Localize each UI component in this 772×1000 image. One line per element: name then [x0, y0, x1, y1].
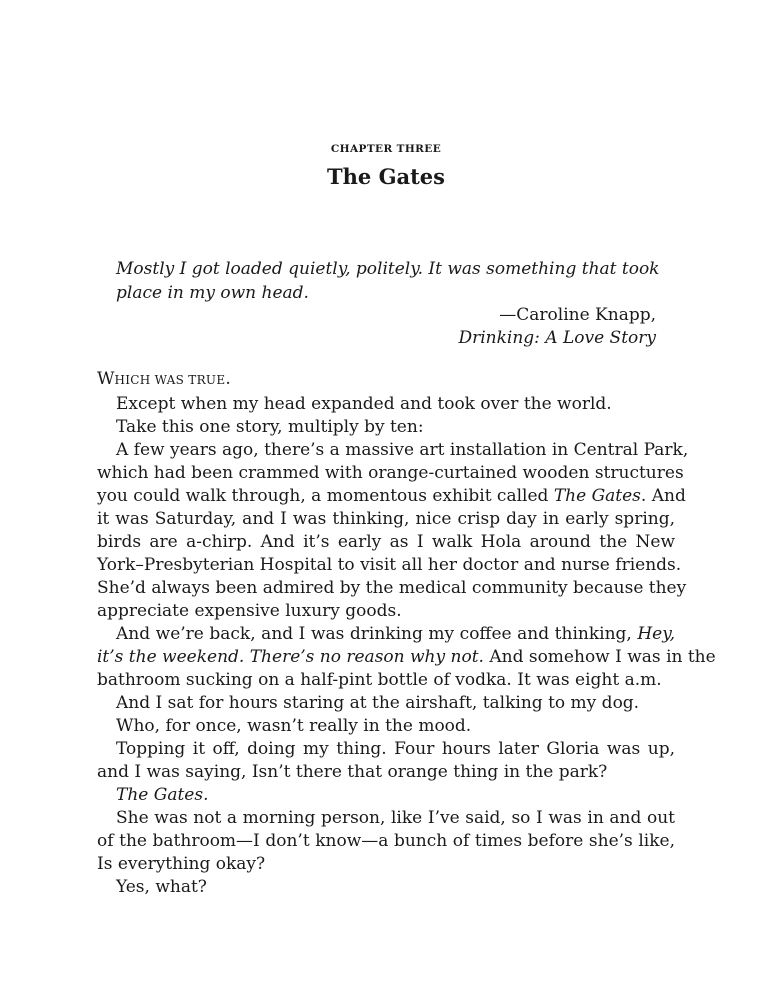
body-line: of the bathroom—I don’t know—a bunch of times before she’s like,	[97, 831, 675, 851]
body-line: which had been crammed with orange-curtained wooden structures	[97, 463, 684, 483]
body-line: bathroom sucking on a half-pint bottle of vodka. It was eight a.m.	[97, 670, 662, 690]
italic-thought: it’s the weekend. There’s no reason why not.	[97, 647, 484, 667]
body-line: Is everything okay?	[97, 854, 266, 874]
chapter-label: CHAPTER THREE	[330, 143, 442, 155]
body-line	[116, 622, 675, 646]
body-line: Topping it off, doing my thing. Four hours later Gloria was up,	[116, 739, 675, 759]
text-run: And we’re back, and I was drinking my coffee and thinking,	[116, 624, 638, 644]
italic-thought: Hey,	[637, 624, 675, 644]
italic-title: The Gates	[553, 486, 641, 506]
epigraph-book-title: Drinking: A Love Story	[458, 328, 656, 348]
opening-period: .	[225, 369, 231, 389]
text-run: And somehow I was in the	[483, 647, 716, 667]
text-run: you could walk through, a momentous exhibit called	[97, 486, 554, 506]
body-line: She was not a morning person, like I’ve said, so I was in and out	[116, 808, 675, 828]
text-run: . And	[640, 486, 686, 506]
epigraph-line-2: place in my own head.	[116, 283, 309, 303]
body-line: and I was saying, Isn’t there that orange thing in the park?	[97, 762, 608, 782]
body-line: And I sat for hours staring at the airshaft, talking to my dog.	[116, 693, 640, 713]
opening-smallcaps: HICH WAS TRUE	[114, 373, 226, 387]
body-line: appreciate expensive luxury goods.	[97, 601, 402, 621]
body-line: The Gates.	[116, 785, 209, 805]
epigraph-author: —Caroline Knapp,	[499, 305, 656, 325]
opening-line	[97, 367, 675, 391]
body-line: She’d always been admired by the medical community because they	[97, 578, 687, 598]
opening-initial: W	[97, 369, 115, 389]
body-line: Take this one story, multiply by ten:	[116, 417, 424, 437]
body-line: Except when my head expanded and took over the world.	[116, 394, 612, 414]
body-line: York–Presbyterian Hospital to visit all her doctor and nurse friends.	[97, 555, 682, 575]
epigraph-line-1: Mostly I got loaded quietly, politely. It was something that took	[116, 259, 660, 279]
body-line	[97, 484, 686, 508]
body-line: Yes, what?	[116, 877, 207, 897]
body-line: birds are a-chirp. And it’s early as I walk Hola around the New	[97, 532, 675, 552]
body-line	[97, 645, 716, 669]
body-line: it was Saturday, and I was thinking, nice crisp day in early spring,	[97, 509, 675, 529]
body-line: Who, for once, wasn’t really in the mood.	[116, 716, 472, 736]
chapter-title: The Gates	[327, 164, 445, 189]
body-line: A few years ago, there’s a massive art installation in Central Park,	[116, 440, 689, 460]
